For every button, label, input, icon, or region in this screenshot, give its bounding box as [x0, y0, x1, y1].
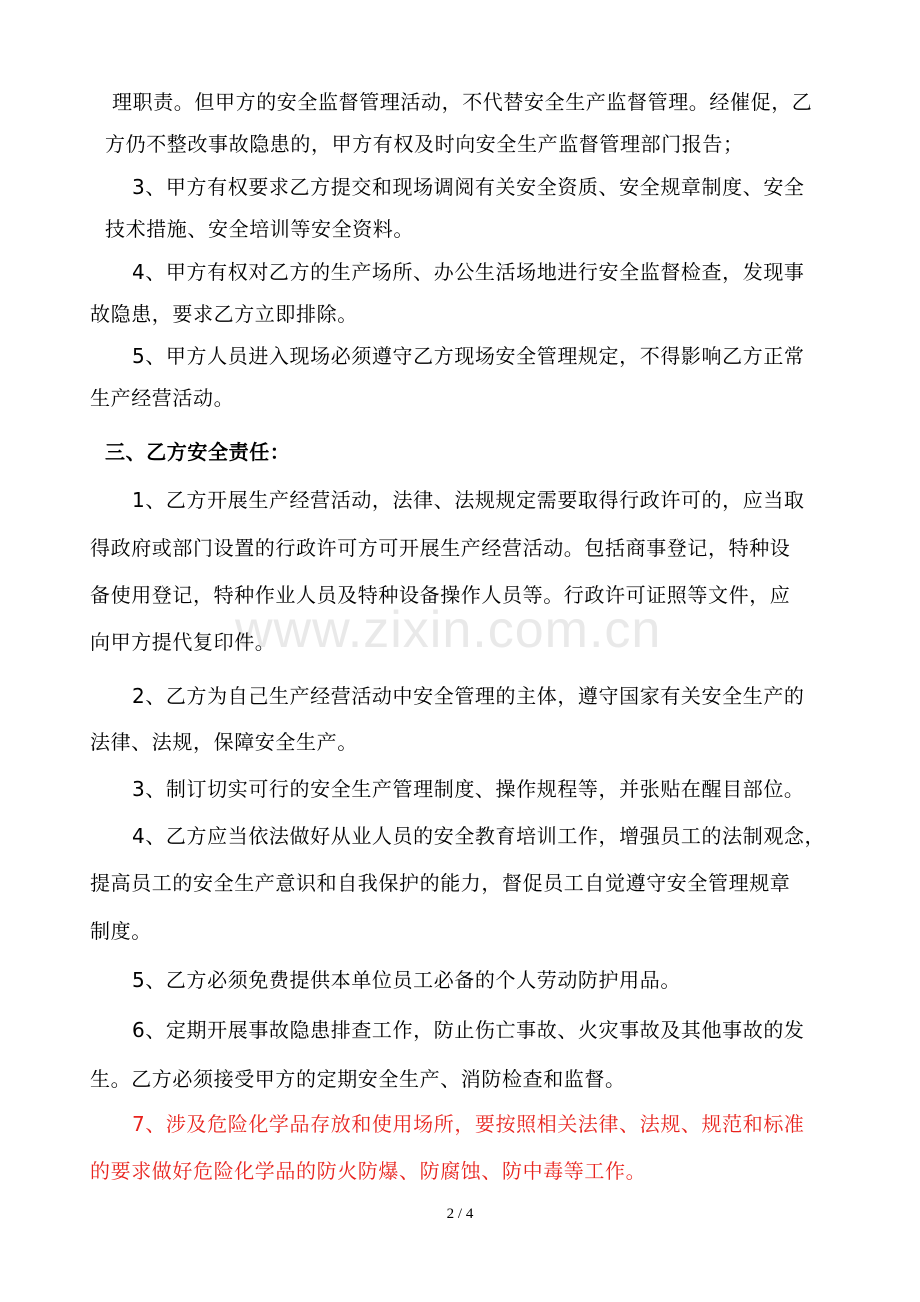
paragraph-line: 提高员工的安全生产意识和自我保护的能力，督促员工自觉遵守安全管理规章 — [90, 871, 791, 895]
highlighted-paragraph-line: 的要求做好危险化学品的防火防爆、防腐蚀、防中毒等工作。 — [90, 1159, 647, 1183]
watermark: www.zixin.com.cn — [235, 601, 662, 659]
section-heading: 三、乙方安全责任： — [105, 440, 291, 464]
paragraph-line: 故隐患，要求乙方立即排除。 — [90, 302, 358, 326]
paragraph-line: 2、乙方为自己生产经营活动中安全管理的主体，遵守国家有关安全生产的 — [132, 684, 805, 708]
paragraph-line: 3、制订切实可行的安全生产管理制度、操作规程等，并张贴在醒目部位。 — [132, 777, 805, 801]
paragraph-line: 向甲方提代复印件。 — [90, 630, 276, 654]
paragraph-line: 备使用登记，特种作业人员及特种设备操作人员等。行政许可证照等文件，应 — [90, 583, 791, 607]
paragraph-line: 方仍不整改事故隐患的，甲方有权及时向安全生产监督管理部门报告； — [105, 132, 744, 156]
paragraph-line: 1、乙方开展生产经营活动，法律、法规规定需要取得行政许可的，应当取 — [132, 488, 805, 512]
paragraph-line: 生。乙方必须接受甲方的定期安全生产、消防检查和监督。 — [90, 1067, 626, 1091]
paragraph-line: 6、定期开展事故隐患排查工作，防止伤亡事故、火灾事故及其他事故的发 — [132, 1018, 805, 1042]
paragraph-line: 技术措施、安全培训等安全资料。 — [105, 217, 414, 241]
paragraph-line: 5、乙方必须免费提供本单位员工必备的个人劳动防护用品。 — [132, 968, 681, 992]
paragraph-line: 法律、法规，保障安全生产。 — [90, 730, 358, 754]
page-number: 2 / 4 — [446, 1206, 474, 1222]
paragraph-line: 5、甲方人员进入现场必须遵守乙方现场安全管理规定，不得影响乙方正常 — [132, 344, 805, 368]
paragraph-line: 得政府或部门设置的行政许可方可开展生产经营活动。包括商事登记，特种设 — [90, 536, 791, 560]
highlighted-paragraph-line: 7、涉及危险化学品存放和使用场所，要按照相关法律、法规、规范和标准 — [132, 1112, 805, 1136]
paragraph-line: 3、甲方有权要求乙方提交和现场调阅有关安全资质、安全规章制度、安全 — [132, 175, 805, 199]
paragraph-line: 理职责。但甲方的安全监督管理活动，不代替安全生产监督管理。经催促，乙 — [112, 90, 813, 114]
paragraph-line: 4、甲方有权对乙方的生产场所、办公生活场地进行安全监督检查，发现事 — [132, 260, 805, 284]
paragraph-line: 制度。 — [90, 919, 152, 943]
paragraph-line: 4、乙方应当依法做好从业人员的安全教育培训工作，增强员工的法制观念， — [132, 824, 826, 848]
paragraph-line: 生产经营活动。 — [90, 386, 235, 410]
